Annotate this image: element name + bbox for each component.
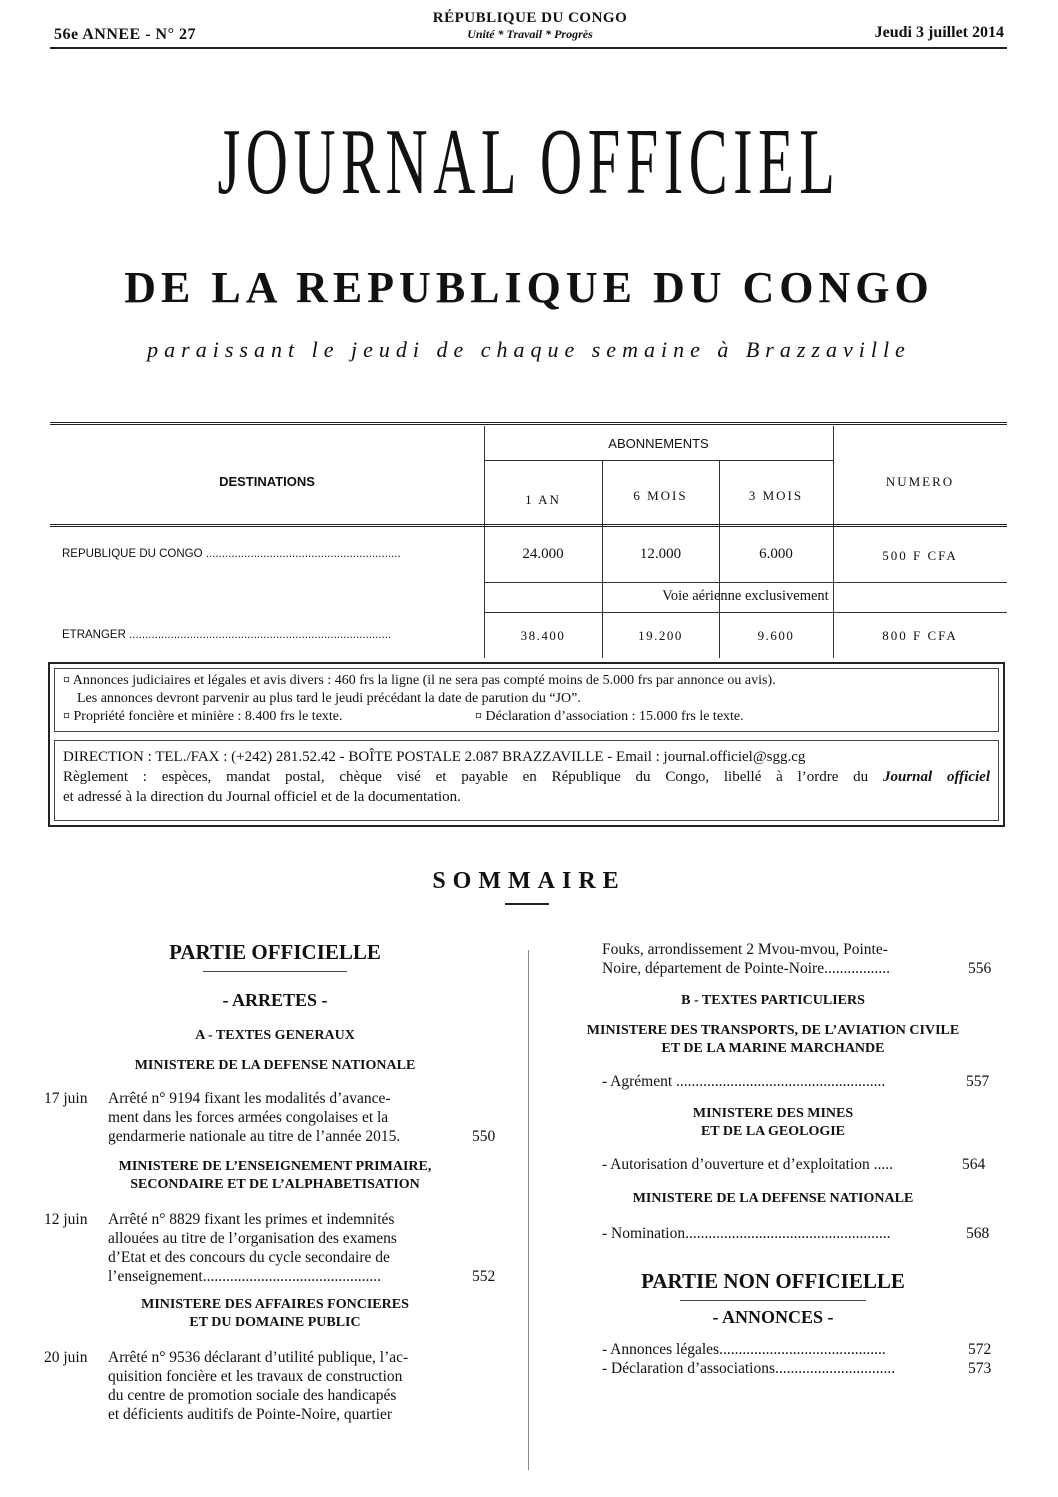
sommaire-entry xyxy=(40,1210,510,1286)
heading-line: MINISTERE DES AFFAIRES FONCIERES xyxy=(141,1297,409,1312)
ministry-foncieres-heading xyxy=(40,1296,510,1332)
dest-etranger: ETRANGER .................................................................................. xyxy=(62,629,392,641)
journal-subtitle: DE LA REPUBLIQUE DU CONGO xyxy=(124,263,934,312)
textes-particuliers-heading: B - TEXTES PARTICULIERS xyxy=(681,993,865,1008)
entry-line: Fouks, arrondissement 2 Mvou-mvou, Pointe- xyxy=(602,941,888,958)
ministry-defense-heading-2: MINISTERE DE LA DEFENSE NATIONALE xyxy=(632,1191,914,1206)
partie-officielle-heading: PARTIE OFFICIELLE xyxy=(169,940,381,964)
price-congo-3mois: 6.000 xyxy=(759,546,793,562)
direction-line: DIRECTION : TEL./FAX : (+242) 281.52.42 - BOÎTE POSTALE 2.087 BRAZZAVILLE - Email : journal.officiel@sgg.cg xyxy=(63,749,806,765)
col-line xyxy=(833,426,834,658)
issue-number: 56e ANNEE - N° 27 xyxy=(54,26,197,43)
entry-line: Arrêté n° 8829 fixant les primes et indemnités xyxy=(108,1211,395,1228)
price-congo-1an: 24.000 xyxy=(522,546,564,562)
entry-page: 557 xyxy=(966,1073,990,1090)
row-line xyxy=(50,524,1007,527)
subscription-table xyxy=(50,426,1007,658)
entry-line: allouées au titre de l’organisation des examens xyxy=(108,1230,397,1247)
entry-text: - Déclaration d’associations............................... xyxy=(602,1360,896,1377)
rate-association: ¤ Déclaration d’association : 15.000 frs le texte. xyxy=(475,709,744,724)
row-line xyxy=(484,460,833,461)
sommaire-title: SOMMAIRE xyxy=(432,868,626,894)
direction-info xyxy=(54,740,999,821)
col-6-mois: 6 MOIS xyxy=(633,488,688,503)
rate-line-2: Les annonces devront parvenir au plus tard le jeudi précédant la date de parution du “JO”. xyxy=(77,691,581,706)
announcement-rates xyxy=(54,668,999,732)
sommaire-entry xyxy=(548,940,998,978)
entry-text: - Annonces légales........................................... xyxy=(602,1341,886,1358)
journal-title: JOURNAL OFFICIEL xyxy=(217,110,841,214)
sommaire-entry xyxy=(40,1089,510,1146)
heading-rule xyxy=(680,1300,866,1301)
journal-tagline: paraissant le jeudi de chaque semaine à Brazzaville xyxy=(147,337,911,362)
heading-line: ET DU DOMAINE PUBLIC xyxy=(189,1315,361,1330)
entry-text xyxy=(108,1089,458,1146)
reglement-text: Règlement : espèces, mandat postal, chèque visé et payable en République du Congo, libellé à l’ordre du xyxy=(63,769,883,785)
sommaire-rule xyxy=(505,903,549,905)
heading-line: MINISTERE DES MINES xyxy=(692,1106,854,1121)
entry-page: 550 xyxy=(472,1128,496,1145)
arretes-heading: - ARRETES - xyxy=(222,990,328,1010)
rate-line-3 xyxy=(63,708,990,726)
sommaire-entry xyxy=(40,1348,510,1424)
heading-line: MINISTERE DES TRANSPORTS, DE L’AVIATION CIVILE xyxy=(586,1023,960,1038)
price-etranger-numero: 800 F CFA xyxy=(882,628,958,643)
heading-line: ET DE LA MARINE MARCHANDE xyxy=(661,1041,885,1056)
reglement-line xyxy=(63,767,990,787)
entry-line: d’Etat et des concours du cycle secondaire de xyxy=(108,1249,390,1266)
reglement-journal: Journal officiel xyxy=(882,769,990,785)
rates-box xyxy=(48,662,1005,827)
reglement-end: et adressé à la direction du Journal officiel et de la documentation. xyxy=(63,789,461,805)
sommaire-left-column xyxy=(40,940,510,1424)
col-1-an: 1 AN xyxy=(525,492,561,507)
sommaire-entry xyxy=(548,1224,998,1243)
heading-line: MINISTERE DE L’ENSEIGNEMENT PRIMAIRE, xyxy=(118,1159,432,1174)
heading-line: ET DE LA GEOLOGIE xyxy=(700,1124,846,1139)
ministry-enseignement-heading xyxy=(40,1158,510,1194)
price-congo-6mois: 12.000 xyxy=(639,546,682,562)
entry-line: gendarmerie nationale au titre de l’année 2015. xyxy=(108,1128,401,1145)
col-abonnements: ABONNEMENTS xyxy=(608,436,709,451)
col-numero: NUMERO xyxy=(885,474,955,489)
entry-date: 17 juin xyxy=(44,1090,88,1107)
sommaire-right-column xyxy=(548,940,998,1378)
price-etranger-3mois: 9.600 xyxy=(757,628,795,643)
row-line xyxy=(484,582,1007,583)
row-line xyxy=(484,612,1007,613)
air-note: Voie aérienne exclusivement xyxy=(662,588,829,604)
entry-text: - Autorisation d’ouverture et d’exploitation ..... xyxy=(602,1156,893,1173)
entry-line: ment dans les forces armées congolaises et la xyxy=(108,1109,389,1126)
table-top-rule xyxy=(50,422,1007,425)
entry-page: 568 xyxy=(966,1225,990,1242)
sommaire-entry xyxy=(548,1359,998,1378)
annonces-heading: - ANNONCES - xyxy=(712,1307,834,1327)
ministry-mines-heading xyxy=(548,1105,998,1141)
header-rule xyxy=(50,47,1007,49)
entry-date: 20 juin xyxy=(44,1349,88,1366)
ministry-defense-heading: MINISTERE DE LA DEFENSE NATIONALE xyxy=(134,1058,416,1073)
entry-line: et déficients auditifs de Pointe-Noire, quartier xyxy=(108,1406,393,1423)
entry-line: quisition foncière et les travaux de construction xyxy=(108,1368,403,1385)
column-divider xyxy=(528,950,529,1470)
partie-non-officielle-heading: PARTIE NON OFFICIELLE xyxy=(641,1269,905,1293)
entry-date: 12 juin xyxy=(44,1211,88,1228)
republic-name: RÉPUBLIQUE DU CONGO xyxy=(432,10,628,26)
sommaire-entry xyxy=(548,1155,998,1174)
price-congo-numero: 500 F CFA xyxy=(882,548,958,563)
entry-text xyxy=(108,1348,458,1424)
rate-line-1: ¤ Annonces judiciaires et légales et avis divers : 460 frs la ligne (il ne sera pas compté moins de 5.000 frs par annonce ou avis). xyxy=(63,673,776,688)
national-motto: Unité * Travail * Progrès xyxy=(467,27,593,41)
entry-line: Noire, département de Pointe-Noire................. xyxy=(602,960,890,977)
entry-page: 552 xyxy=(472,1268,496,1285)
entry-text xyxy=(602,940,952,978)
dest-congo: REPUBLIQUE DU CONGO ............................................................. xyxy=(62,548,401,560)
entry-page: 572 xyxy=(968,1341,992,1358)
sommaire-entry xyxy=(548,1072,998,1091)
entry-page: 556 xyxy=(968,960,992,977)
price-etranger-1an: 38.400 xyxy=(520,628,566,643)
rate-propriete: ¤ Propriété foncière et minière : 8.400 frs le texte. xyxy=(63,709,343,724)
entry-line: du centre de promotion sociale des handicapés xyxy=(108,1387,397,1404)
col-3-mois: 3 MOIS xyxy=(748,488,804,503)
entry-text: - Nomination..................................................... xyxy=(602,1225,891,1242)
price-etranger-6mois: 19.200 xyxy=(638,628,683,643)
sommaire-entry xyxy=(548,1340,998,1359)
entry-page: 573 xyxy=(968,1360,992,1377)
col-destinations: DESTINATIONS xyxy=(219,474,315,489)
entry-line: l’enseignement.............................................. xyxy=(108,1268,381,1285)
issue-date: Jeudi 3 juillet 2014 xyxy=(874,24,1004,41)
textes-generaux-heading: A - TEXTES GENERAUX xyxy=(195,1028,355,1043)
heading-line: SECONDAIRE ET DE L’ALPHABETISATION xyxy=(130,1177,420,1192)
entry-line: Arrêté n° 9194 fixant les modalités d’avance- xyxy=(108,1090,391,1107)
entry-text xyxy=(108,1210,458,1286)
header-center xyxy=(380,10,680,42)
entry-line: Arrêté n° 9536 déclarant d’utilité publique, l’ac- xyxy=(108,1349,409,1366)
entry-page: 564 xyxy=(962,1156,986,1173)
entry-text: - Agrément ...................................................... xyxy=(602,1073,886,1090)
ministry-transports-heading xyxy=(548,1022,998,1058)
heading-rule xyxy=(203,971,347,972)
